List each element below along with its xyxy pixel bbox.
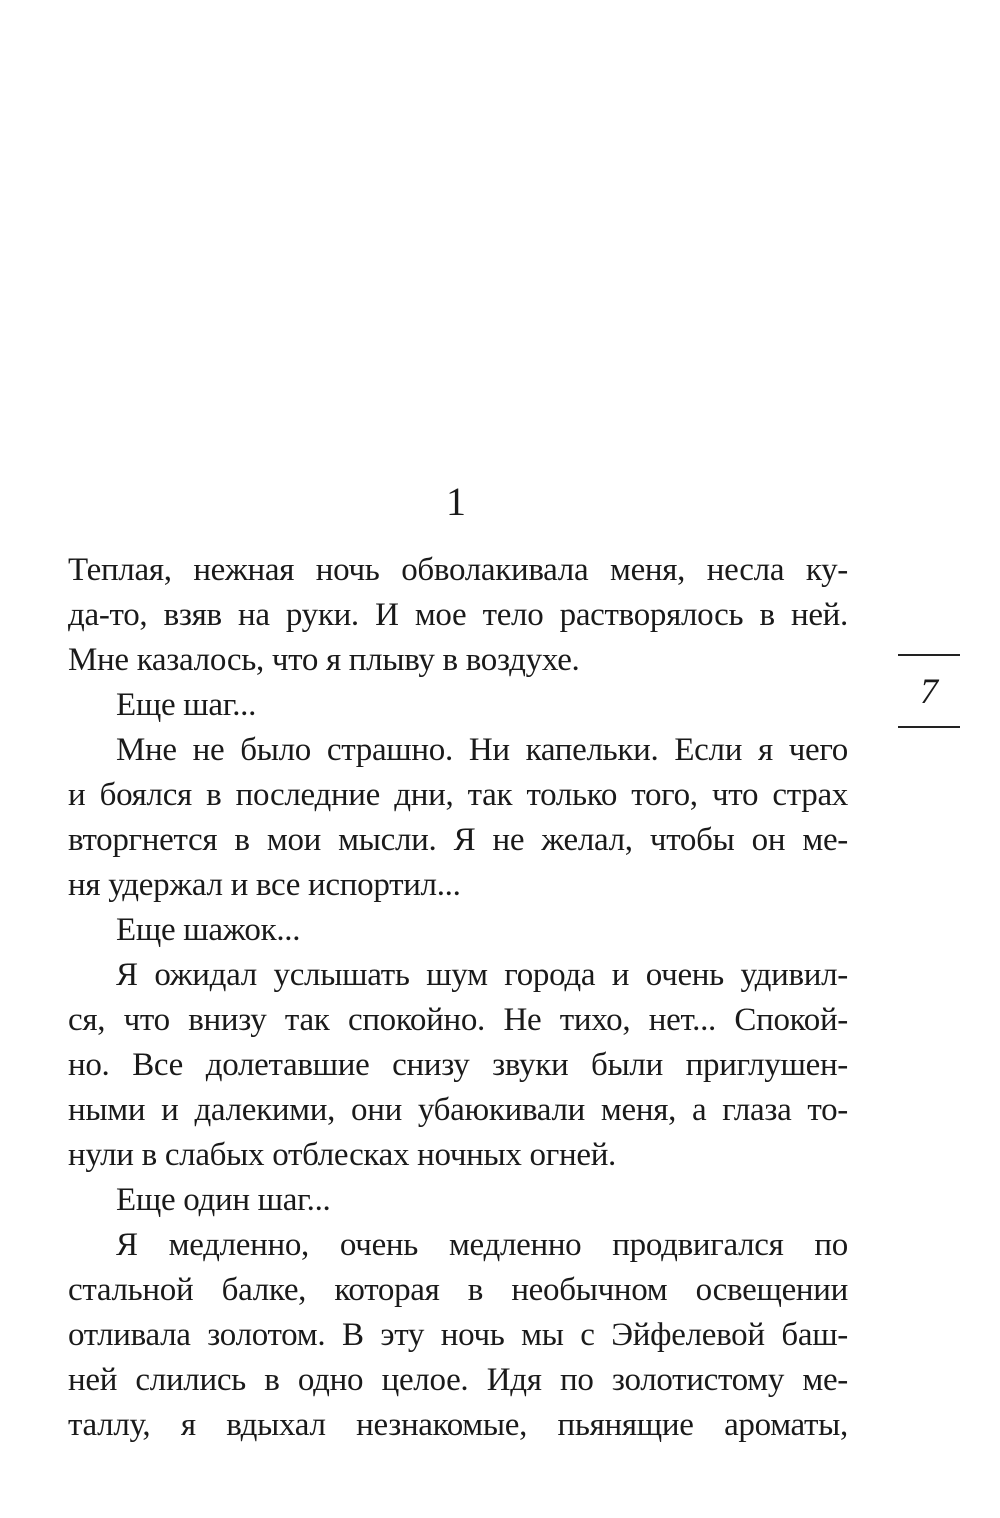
text-line: отливала золотом. В эту ночь мы с Эйфелевой баш- xyxy=(68,1317,848,1353)
page-number-marker xyxy=(898,654,960,728)
text-line: и боялся в последние дни, так только того, что страх xyxy=(68,777,848,813)
text-line: Мне не было страшно. Ни капельки. Если я чего xyxy=(116,732,848,768)
page-number: 7 xyxy=(920,671,938,711)
text-line: ней слились в одно целое. Идя по золотистому ме- xyxy=(68,1362,848,1398)
text-line: Теплая, нежная ночь обволакивала меня, несла ку- xyxy=(68,552,848,588)
text-line: нули в слабых отблесках ночных огней. xyxy=(68,1137,616,1173)
text-line: Еще один шаг... xyxy=(116,1182,331,1218)
text-line: вторгнется в мои мысли. Я не желал, чтобы он ме- xyxy=(68,822,848,858)
text-line: Еще шаг... xyxy=(116,687,257,723)
text-line: да-то, взяв на руки. И мое тело растворялось в ней. xyxy=(68,597,848,633)
chapter-number: 1 xyxy=(446,479,466,524)
text-line: ными и далекими, они убаюкивали меня, а глаза то- xyxy=(68,1092,848,1128)
text-line: Я медленно, очень медленно продвигался по xyxy=(116,1227,848,1263)
text-line: стальной балке, которая в необычном освещении xyxy=(68,1272,848,1308)
text-line: Мне казалось, что я плыву в воздухе. xyxy=(68,642,580,678)
text-line: ся, что внизу так спокойно. Не тихо, нет... Спокой- xyxy=(68,1002,848,1038)
text-line: но. Все долетавшие снизу звуки были приглушен- xyxy=(68,1047,848,1083)
text-line: ня удержал и все испортил... xyxy=(68,867,461,903)
folio-bottom-rule xyxy=(898,726,960,728)
text-line: Я ожидал услышать шум города и очень удивил- xyxy=(116,957,848,993)
text-line: таллу, я вдыхал незнакомые, пьянящие ароматы, xyxy=(68,1407,848,1443)
body-text xyxy=(68,548,848,1448)
text-line: Еще шажок... xyxy=(116,912,301,948)
